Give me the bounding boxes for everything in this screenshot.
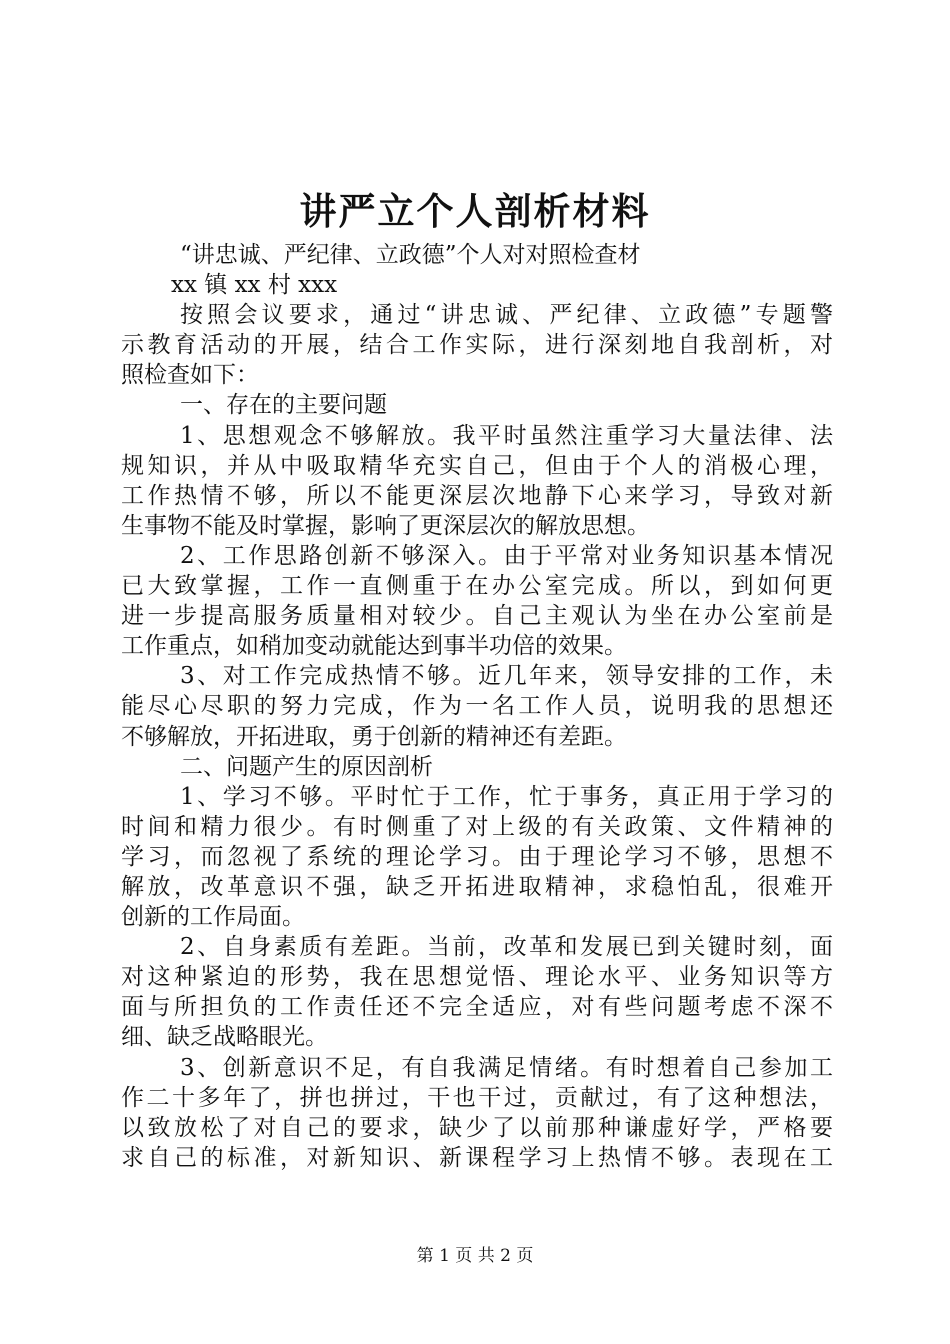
body-line: 工作热情不够，所以不能更深层次地静下心来学习，导致对新: [121, 482, 833, 509]
body-line: 3、对工作完成热情不够。近几年来，领导安排的工作，未: [180, 663, 833, 690]
body-line: 时间和精力很少。有时侧重了对上级的有关政策、文件精神的: [121, 813, 833, 840]
body-line: 能尽心尽职的努力完成，作为一名工作人员，说明我的思想还: [121, 693, 833, 720]
body-line: 2、工作思路创新不够深入。由于平常对业务知识基本情况: [180, 542, 833, 569]
section-heading: 一、存在的主要问题: [180, 392, 387, 419]
body-line: 生事物不能及时掌握，影响了更深层次的解放思想。: [121, 512, 650, 539]
page-footer: 第 1 页 共 2 页: [416, 1246, 534, 1266]
body-line: 进一步提高服务质量相对较少。自己主观认为坐在办公室前是: [121, 603, 833, 630]
body-line: 创新的工作局面。: [121, 904, 305, 931]
body-line: 1、思想观念不够解放。我平时虽然注重学习大量法律、法: [180, 422, 833, 449]
body-line: 对这种紧迫的形势，我在思想觉悟、理论水平、业务知识等方: [121, 964, 833, 991]
document-title: 讲严立个人剖析材料: [299, 189, 651, 233]
body-line: 示教育活动的开展，结合工作实际，进行深刻地自我剖析，对: [121, 332, 833, 359]
body-line: 2、自身素质有差距。当前，改革和发展已到关键时刻，面: [180, 934, 833, 961]
body-line: 不够解放，开拓进取，勇于创新的精神还有差距。: [121, 723, 627, 750]
body-line: 作二十多年了，拼也拼过，干也干过，贡献过，有了这种想法，: [121, 1084, 833, 1111]
body-line: 求自己的标准，对新知识、新课程学习上热情不够。表现在工: [121, 1144, 833, 1171]
section-heading: 二、问题产生的原因剖析: [180, 753, 433, 780]
body-line: 按照会议要求，通过“讲忠诚、严纪律、立政德”专题警: [180, 302, 833, 329]
body-line: 3、创新意识不足，有自我满足情绪。有时想着自己参加工: [180, 1054, 833, 1081]
body-line: 1、学习不够。平时忙于工作，忙于事务，真正用于学习的: [180, 783, 833, 810]
subtitle-line: “讲忠诚、严纪律、立政德”个人对对照检查材: [180, 242, 641, 268]
body-line: 面与所担负的工作责任还不完全适应，对有些问题考虑不深不: [121, 994, 833, 1021]
body-line: 以致放松了对自己的要求，缺少了以前那种谦虚好学，严格要: [121, 1114, 833, 1141]
document-body: [121, 240, 833, 1173]
body-line: 工作重点，如稍加变动就能达到事半功倍的效果。: [121, 633, 627, 660]
body-line: 已大致掌握，工作一直侧重于在办公室完成。所以，到如何更: [121, 573, 833, 600]
body-line: 解放，改革意识不强，缺乏开拓进取精神，求稳怕乱，很难开: [121, 873, 833, 900]
body-line: 细、缺乏战略眼光。: [121, 1024, 328, 1051]
body-line: 照检查如下：: [121, 362, 259, 389]
body-line: 学习，而忽视了系统的理论学习。由于理论学习不够，思想不: [121, 843, 833, 870]
author-line: xx 镇 xx 村 xxx: [171, 272, 338, 299]
body-line: 规知识，并从中吸取精华充实自己，但由于个人的消极心理，: [121, 452, 833, 479]
